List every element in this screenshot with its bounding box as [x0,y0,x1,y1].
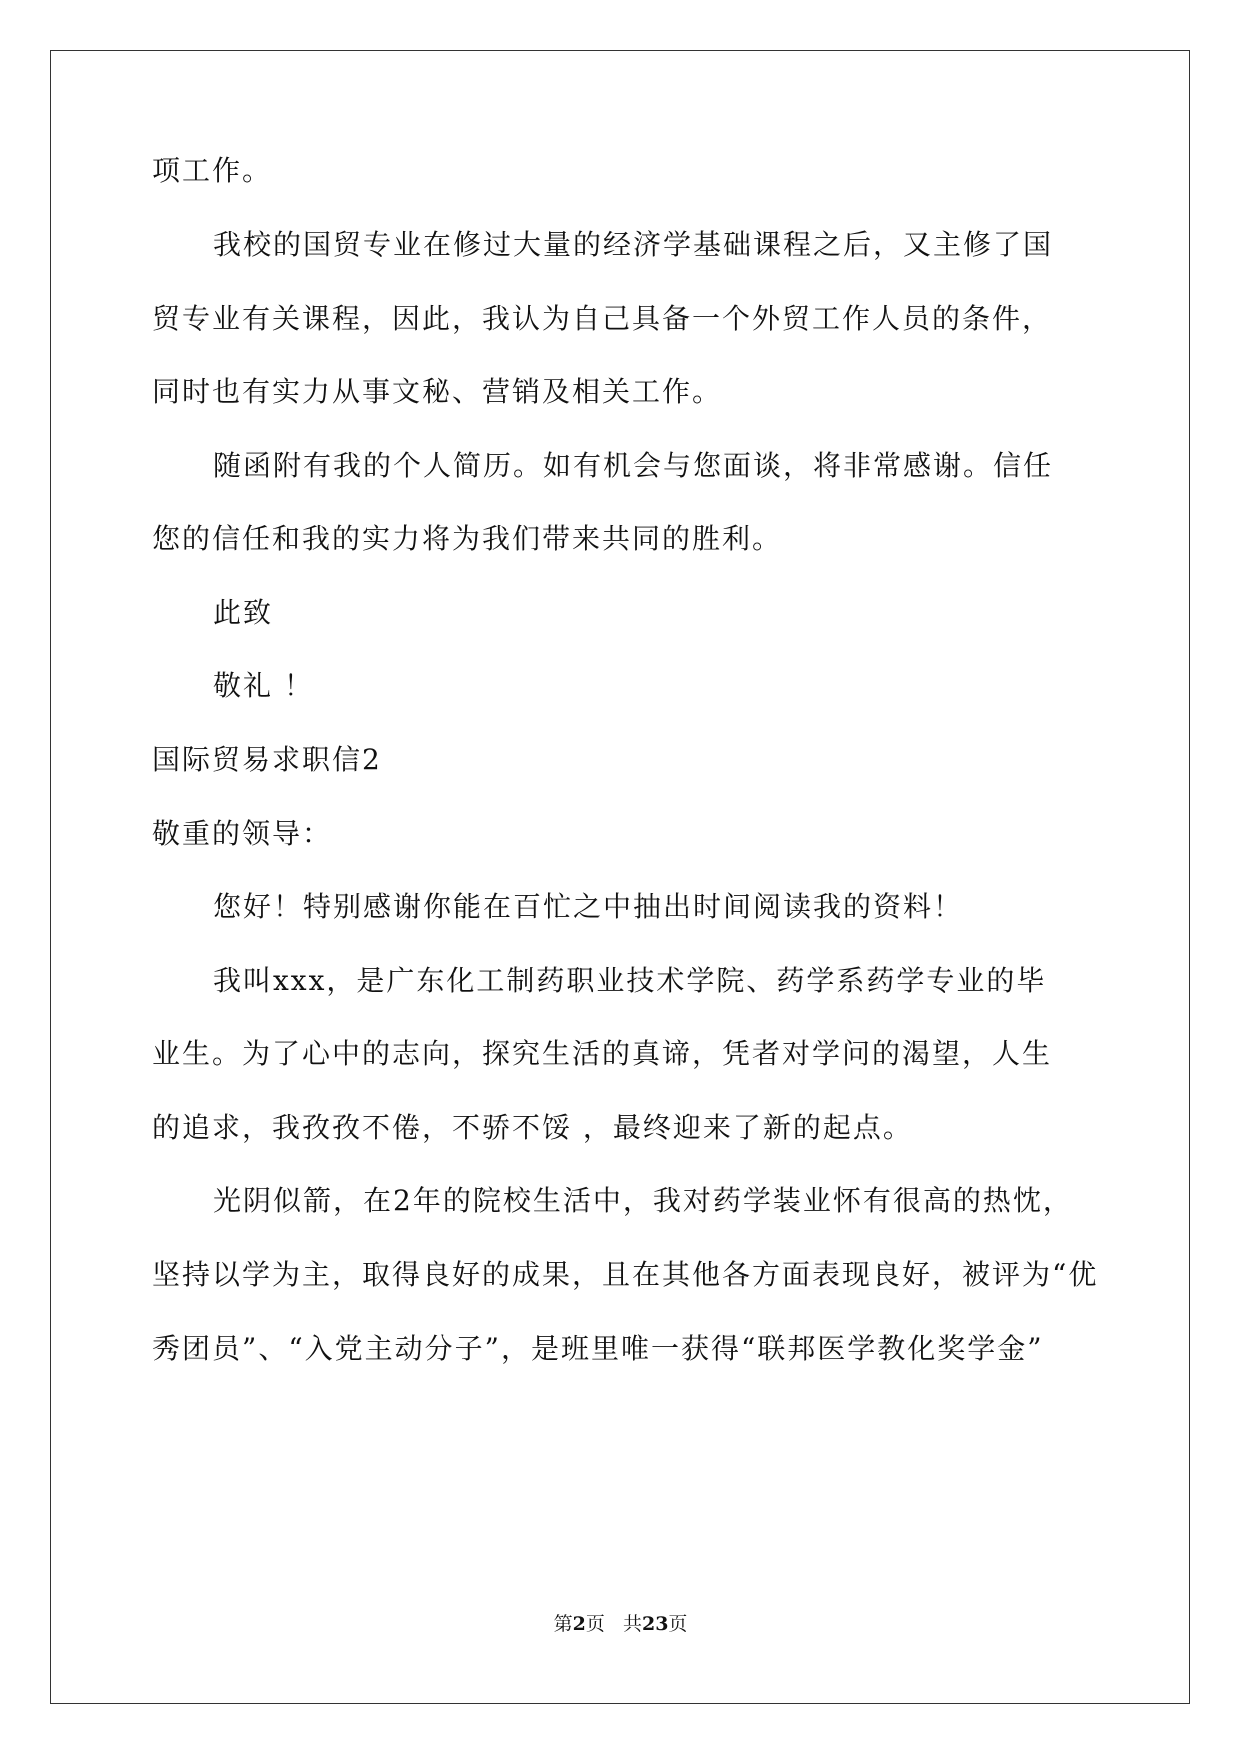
text-line: 的追求，我孜孜不倦，不骄不馁 ，最终迎来了新的起点。 [152,1111,913,1144]
text-line: 您的信任和我的实力将为我们带来共同的胜利。 [152,522,783,555]
footer-page-suffix: 页 [585,1613,605,1635]
footer-total-pages: 23 [641,1613,669,1635]
text-line: 项工作。 [152,154,273,187]
text-line: 光阴似箭，在2年的院校生活中，我对药学装业怀有很高的热忱， [213,1184,1073,1217]
text-line: 我叫xxx，是广东化工制药职业技术学院、药学系药学专业的毕 [213,964,1047,997]
text-line: 贸专业有关课程，因此，我认为自己具备一个外贸工作人员的条件， [152,302,1053,335]
text-line: 同时也有实力从事文秘、营销及相关工作。 [152,375,723,408]
text-line: 我校的国贸专业在修过大量的经济学基础课程之后，又主修了国 [213,228,1054,261]
page-footer [0,1612,1241,1636]
text-line: 此致 [213,596,274,629]
text-line: 秀团员”、“入党主动分子”，是班里唯一获得“联邦医学教化奖学金” [152,1332,1044,1365]
text-line: 随函附有我的个人简历。如有机会与您面谈，将非常感谢。信任 [213,449,1054,482]
footer-prefix: 第 [553,1613,573,1635]
text-line: 业生。为了心中的志向，探究生活的真谛，凭者对学问的渴望，人生 [152,1037,1053,1070]
text-line: 敬礼 ！ [213,669,314,702]
footer-total-suffix: 页 [668,1613,688,1635]
salutation: 敬重的领导： [152,817,333,850]
footer-page-number: 2 [572,1613,586,1635]
section-heading: 国际贸易求职信2 [152,743,382,776]
page-border [50,50,1190,1704]
footer-total-prefix: 共 [622,1613,642,1635]
text-line: 您好！特别感谢你能在百忙之中抽出时间阅读我的资料！ [213,890,964,923]
text-line: 坚持以学为主，取得良好的成果，且在其他各方面表现良好，被评为“优 [152,1258,1099,1291]
